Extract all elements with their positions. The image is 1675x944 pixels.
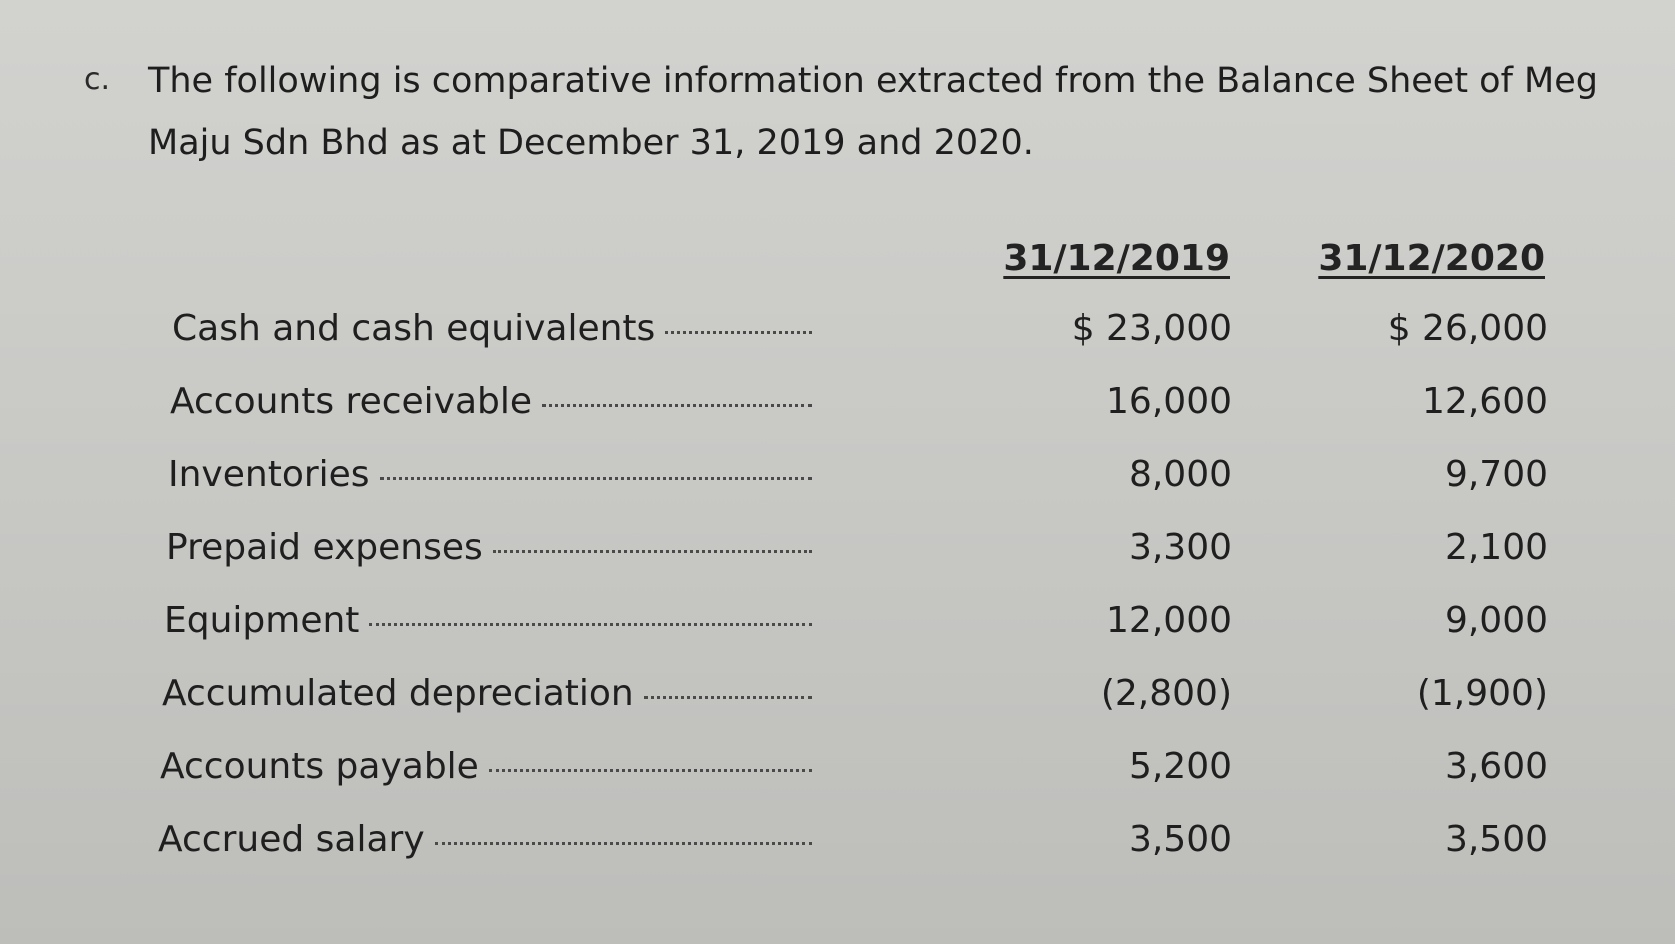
value-2020: 2,100 <box>1444 527 1548 568</box>
table-row-equipment <box>0 590 1675 663</box>
row-label-wrap <box>162 673 812 714</box>
row-label: Cash and cash equivalents <box>172 308 656 349</box>
question-text <box>148 50 1675 174</box>
value-2020: (1,900) <box>1416 673 1548 714</box>
question-line-1: The following is comparative information extracted from the Balance Sheet of Meg <box>148 61 1598 101</box>
row-label: Prepaid expenses <box>166 527 483 568</box>
value-2019: 12,000 <box>1106 600 1232 641</box>
value-2020: 3,600 <box>1444 746 1548 787</box>
value-2019: 5,200 <box>1128 746 1232 787</box>
table-row-receivable <box>0 371 1675 444</box>
balance-sheet-table <box>0 298 1675 882</box>
row-label-wrap <box>172 308 812 349</box>
row-label: Accrued salary <box>158 819 425 860</box>
value-2020: 3,500 <box>1444 819 1548 860</box>
row-label: Inventories <box>168 454 370 495</box>
dot-leader <box>493 550 812 553</box>
row-label-wrap <box>170 381 812 422</box>
value-2020: $ 26,000 <box>1387 308 1548 349</box>
table-row-payable <box>0 736 1675 809</box>
dot-leader <box>489 769 812 772</box>
row-label-wrap <box>164 600 812 641</box>
table-row-accum-depreciation <box>0 663 1675 736</box>
table-row-prepaid <box>0 517 1675 590</box>
table-row-inventories <box>0 444 1675 517</box>
row-label-wrap <box>160 746 812 787</box>
dot-leader <box>665 331 812 334</box>
value-2019: (2,800) <box>1100 673 1232 714</box>
dot-leader <box>369 623 812 626</box>
row-label-wrap <box>158 819 812 860</box>
column-header-2020: 31/12/2020 <box>1318 238 1545 279</box>
row-label: Accumulated depreciation <box>162 673 634 714</box>
question-line-2: Maju Sdn Bhd as at December 31, 2019 and 2020. <box>148 123 1034 163</box>
row-label: Accounts payable <box>160 746 479 787</box>
row-label: Equipment <box>164 600 360 641</box>
table-row-cash <box>0 298 1675 371</box>
dot-leader <box>644 696 812 699</box>
value-2020: 9,700 <box>1444 454 1548 495</box>
value-2020: 9,000 <box>1444 600 1548 641</box>
value-2019: 16,000 <box>1106 381 1232 422</box>
row-label-wrap <box>168 454 812 495</box>
value-2019: 8,000 <box>1128 454 1232 495</box>
table-row-accrued-salary <box>0 809 1675 882</box>
value-2020: 12,600 <box>1422 381 1548 422</box>
column-header-2019: 31/12/2019 <box>1003 238 1230 279</box>
row-label: Accounts receivable <box>170 381 533 422</box>
value-2019: 3,500 <box>1128 819 1232 860</box>
dot-leader <box>542 404 812 407</box>
row-label-wrap <box>166 527 812 568</box>
question-marker: c. <box>84 62 111 97</box>
dot-leader <box>435 842 812 845</box>
value-2019: 3,300 <box>1128 527 1232 568</box>
dot-leader <box>380 477 812 480</box>
value-2019: $ 23,000 <box>1071 308 1232 349</box>
